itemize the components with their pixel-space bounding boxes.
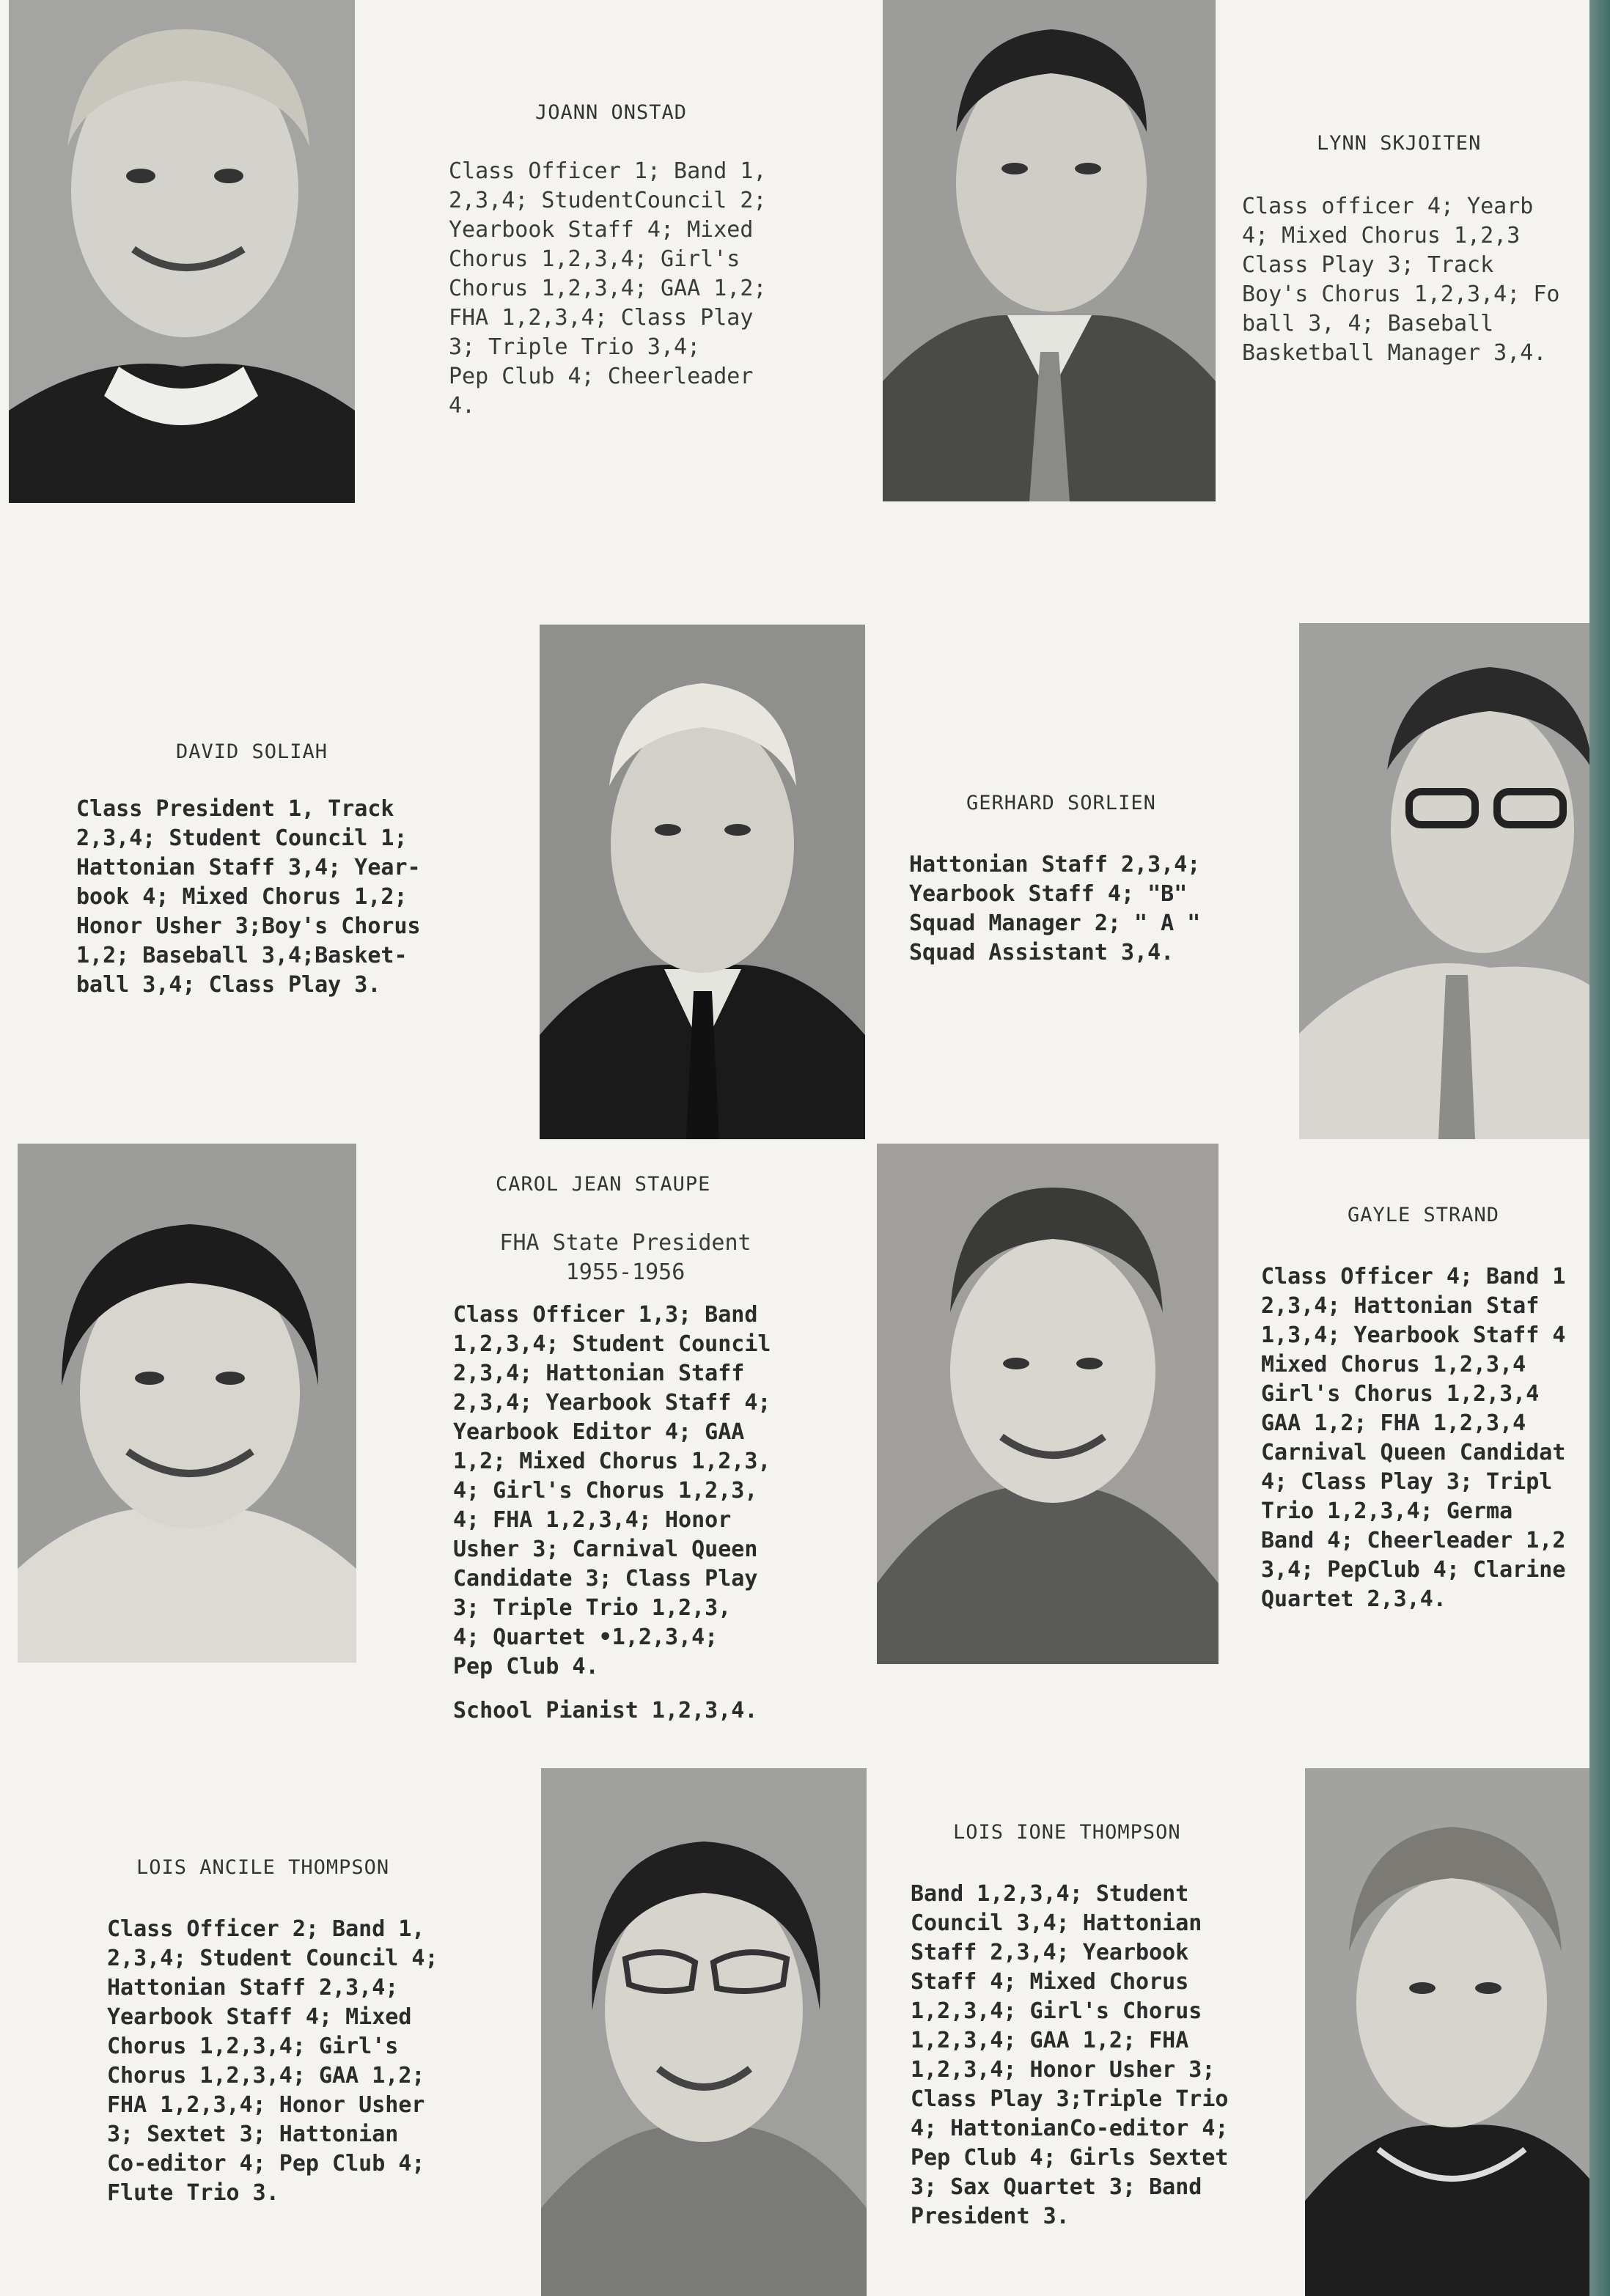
student-subtitle-carol-jean-staupe: FHA State President bbox=[499, 1230, 751, 1256]
student-bio-gayle-strand: Class Officer 4; Band 1 2,3,4; Hattonian Staf 1,3,4; Yearbook Staff 4 Mixed Chorus 1,2,3,4 Girl's Chorus 1,2,3,4 GAA 1,2; FHA 1,2,3,4 Carnival Queen Candidat 4; Class Play 3; Tripl Trio 1,2,3,4; Germa Band 4; Cheerleader 1,2 3,4; PepClub 4; Clarine Quartet 2,3,4. bbox=[1261, 1264, 1566, 1612]
student-bio-gerhard-sorlien: Hattonian Staff 2,3,4; Yearbook Staff 4; "B" Squad Manager 2; " A " Squad Assistant 3,4. bbox=[909, 852, 1201, 965]
student-name-gerhard-sorlien: GERHARD SORLIEN bbox=[966, 792, 1156, 814]
portrait-lynn-skjoiten bbox=[883, 0, 1216, 501]
portrait-gayle-strand bbox=[877, 1144, 1218, 1664]
student-name-david-soliah: DAVID SOLIAH bbox=[176, 740, 328, 763]
student-bio-lois-ione-thompson: Band 1,2,3,4; Student Council 3,4; Hattonian Staff 2,3,4; Yearbook Staff 4; Mixed Chorus 1,2,3,4; Girl's Chorus 1,2,3,4; GAA 1,2; FHA 1,2,3,4; Honor Usher 3; Class Play 3;Triple Trio 4; HattonianCo-editor 4; Pep Club 4; Girls Sextet 3; Sax Quartet 3; Band President 3. bbox=[911, 1881, 1229, 2229]
student-name-lynn-skjoiten: LYNN SKJOITEN bbox=[1317, 132, 1482, 155]
student-bio-david-soliah: Class President 1, Track 2,3,4; Student Council 1; Hattonian Staff 3,4; Year- book 4; Mixed Chorus 1,2; Honor Usher 3;Boy's Chorus 1,2; Baseball 3,4;Basket- ball 3,4; Class Play 3. bbox=[76, 796, 421, 998]
student-bio-lynn-skjoiten: Class officer 4; Yearb 4; Mixed Chorus 1,2,3 Class Play 3; Track Boy's Chorus 1,2,3,4; Fo ball 3, 4; Baseball Basketball Manager 3,4. bbox=[1242, 194, 1560, 366]
portrait-lois-ione-thompson bbox=[1305, 1768, 1589, 2296]
student-name-carol-jean-staupe: CAROL JEAN STAUPE bbox=[496, 1173, 711, 1196]
student-name-joann-onstad: JOANN ONSTAD bbox=[535, 101, 688, 124]
portrait-gerhard-sorlien bbox=[1299, 623, 1610, 1139]
portrait-carol-jean-staupe bbox=[18, 1144, 356, 1663]
student-bio-carol-jean-staupe: Class Officer 1,3; Band 1,2,3,4; Student Council 2,3,4; Hattonian Staff 2,3,4; Yearbook Staff 4; Yearbook Editor 4; GAA 1,2; Mixed Chorus 1,2,3, 4; Girl's Chorus 1,2,3, 4; FHA 1,2,3,4; Honor Usher 3; Carnival Queen Candidate 3; Class Play 3; Triple Trio 1,2,3, 4; Quartet •1,2,3,4; Pep Club 4. bbox=[453, 1302, 771, 1679]
student-extra-carol-jean-staupe: School Pianist 1,2,3,4. bbox=[453, 1698, 758, 1723]
student-bio-lois-ancile-thompson: Class Officer 2; Band 1, 2,3,4; Student Council 4; Hattonian Staff 2,3,4; Yearbook Staff 4; Mixed Chorus 1,2,3,4; Girl's Chorus 1,2,3,4; GAA 1,2; FHA 1,2,3,4; Honor Usher 3; Sextet 3; Hattonian Co-editor 4; Pep Club 4; Flute Trio 3. bbox=[107, 1916, 438, 2206]
student-name-gayle-strand: GAYLE STRAND bbox=[1348, 1204, 1500, 1226]
portrait-joann-onstad bbox=[9, 0, 355, 503]
page-edge bbox=[1589, 0, 1610, 2296]
portrait-david-soliah bbox=[540, 625, 865, 1139]
student-name-lois-ione-thompson: LOIS IONE THOMPSON bbox=[953, 1821, 1181, 1844]
student-bio-joann-onstad: Class Officer 1; Band 1, 2,3,4; StudentCouncil 2; Yearbook Staff 4; Mixed Chorus 1,2,3,4; Girl's Chorus 1,2,3,4; GAA 1,2; FHA 1,2,3,4; Class Play 3; Triple Trio 3,4; Pep Club 4; Cheerleader 4. bbox=[449, 158, 767, 419]
portrait-lois-ancile-thompson bbox=[541, 1768, 867, 2296]
student-subtitle-years-carol-jean-staupe: 1955-1956 bbox=[565, 1259, 685, 1285]
student-name-lois-ancile-thompson: LOIS ANCILE THOMPSON bbox=[136, 1856, 390, 1879]
